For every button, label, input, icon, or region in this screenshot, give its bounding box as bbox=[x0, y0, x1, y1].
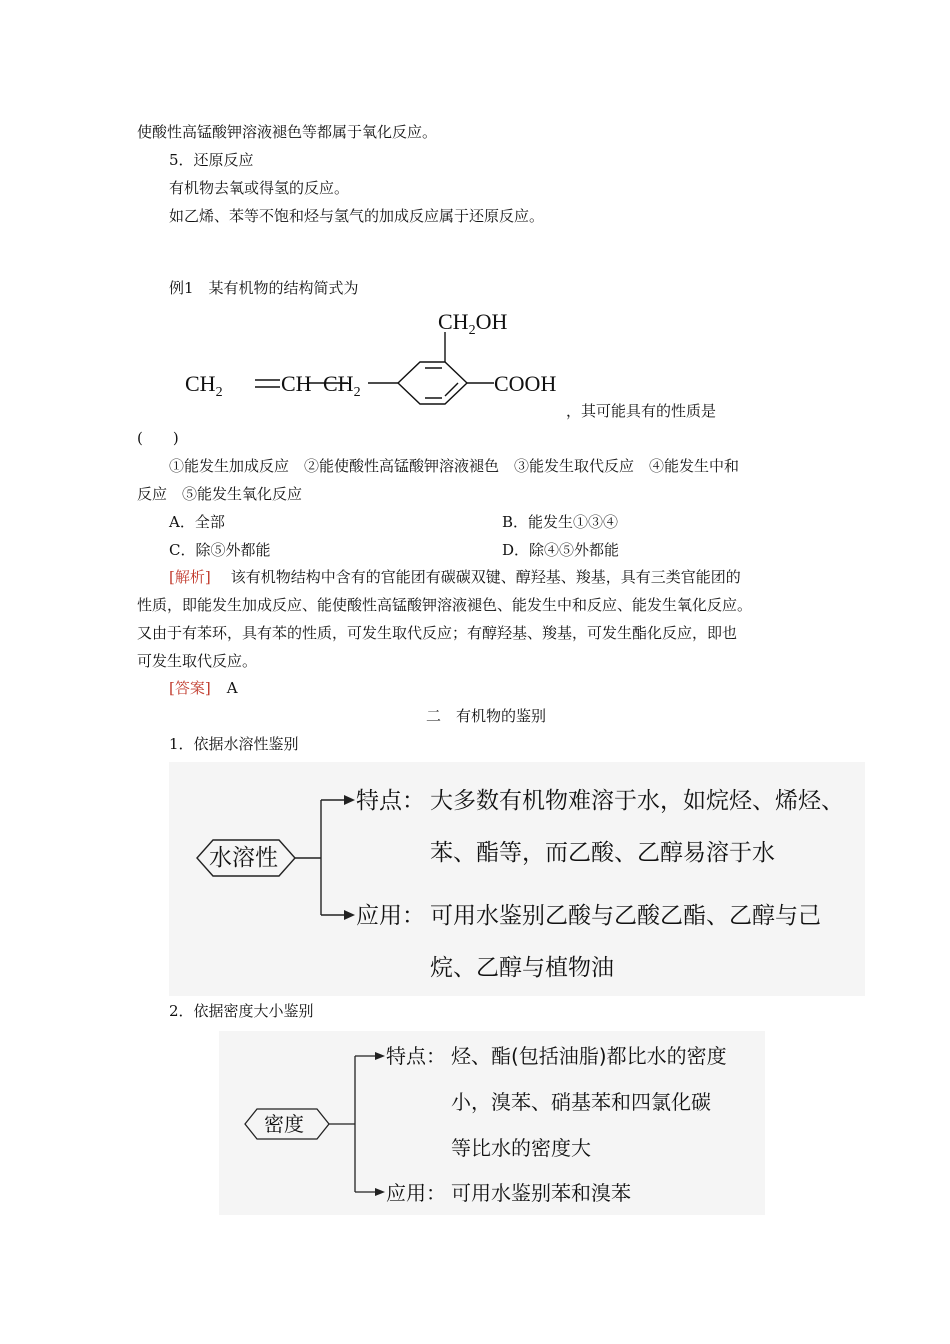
feature-label: 特点： bbox=[356, 788, 425, 814]
density-diagram bbox=[219, 1031, 765, 1215]
choice-b: B．能发生①③④ bbox=[502, 513, 619, 531]
option-statements: 反应 ⑤能发生氧化反应 bbox=[137, 485, 303, 503]
analysis-line: 又由于有苯环，具有苯的性质，可发生取代反应；有醇羟基、羧基，可发生酯化反应，即也 bbox=[137, 624, 738, 642]
question-tail: ，其可能具有的性质是 bbox=[566, 402, 717, 420]
answer-tag: [答案] bbox=[169, 679, 211, 697]
solubility-diagram bbox=[169, 762, 865, 996]
feature-text: 烃、酯(包括油脂)都比水的密度 bbox=[451, 1044, 727, 1068]
choice-a: A．全部 bbox=[169, 513, 225, 531]
feature-text: 等比水的密度大 bbox=[451, 1136, 591, 1160]
solubility-node: 水溶性 bbox=[209, 845, 278, 871]
feature-text: 苯、酯等，而乙酸、乙醇易溶于水 bbox=[430, 840, 775, 866]
vinyl-ch: CH bbox=[281, 371, 312, 396]
analysis-line: [解析] 该有机物结构中含有的官能团有碳碳双键、醇羟基、羧基，具有三类官能团的 bbox=[169, 568, 741, 586]
text-line: 使酸性高锰酸钾溶液褪色等都属于氧化反应。 bbox=[137, 123, 438, 141]
application-label: 应用： bbox=[386, 1181, 446, 1205]
application-text: 烷、乙醇与植物油 bbox=[430, 955, 614, 981]
ch2oh-group: $CH_2OH$ bbox=[438, 309, 508, 338]
example-label: 例1 某有机物的结构简式为 bbox=[169, 279, 359, 297]
answer-value: A bbox=[226, 679, 238, 697]
choice-d: D．除④⑤外都能 bbox=[502, 541, 620, 559]
subheading-reduction: 5．还原反应 bbox=[169, 151, 254, 169]
answer-line bbox=[169, 678, 238, 698]
application-text: 可用水鉴别乙酸与乙酸乙酯、乙醇与己 bbox=[430, 903, 821, 929]
subheading-solubility: 1．依据水溶性鉴别 bbox=[169, 735, 299, 753]
density-node: 密度 bbox=[264, 1112, 304, 1136]
feature-text: 大多数有机物难溶于水，如烷烃、烯烃、 bbox=[430, 788, 844, 814]
application-text: 可用水鉴别苯和溴苯 bbox=[451, 1181, 631, 1205]
vinyl-ch2: $CH_2$ bbox=[185, 371, 223, 400]
analysis-line: 性质，即能发生加成反应、能使酸性高锰酸钾溶液褪色、能发生中和反应、能发生氧化反应。 bbox=[137, 596, 753, 614]
analysis-tag: [解析] bbox=[169, 568, 211, 586]
option-statements: ①能发生加成反应 ②能使酸性高锰酸钾溶液褪色 ③能发生取代反应 ④能发生中和 bbox=[169, 457, 740, 475]
analysis-line: 可发生取代反应。 bbox=[137, 652, 258, 670]
structural-formula bbox=[180, 305, 580, 420]
answer-paren: ( ) bbox=[137, 429, 179, 447]
feature-label: 特点： bbox=[386, 1044, 446, 1068]
text-line: 有机物去氧或得氢的反应。 bbox=[169, 179, 350, 197]
application-label: 应用： bbox=[356, 903, 425, 929]
cooh-group: COOH bbox=[494, 371, 557, 396]
methylene-ch2: $CH_2$ bbox=[323, 371, 361, 400]
section-heading: 二 有机物的鉴别 bbox=[426, 707, 547, 725]
text-line: 如乙烯、苯等不饱和烃与氢气的加成反应属于还原反应。 bbox=[169, 207, 545, 225]
subheading-density: 2．依据密度大小鉴别 bbox=[169, 1002, 314, 1020]
feature-text: 小，溴苯、硝基苯和四氯化碳 bbox=[451, 1090, 711, 1114]
choice-c: C．除⑤外都能 bbox=[169, 541, 271, 559]
